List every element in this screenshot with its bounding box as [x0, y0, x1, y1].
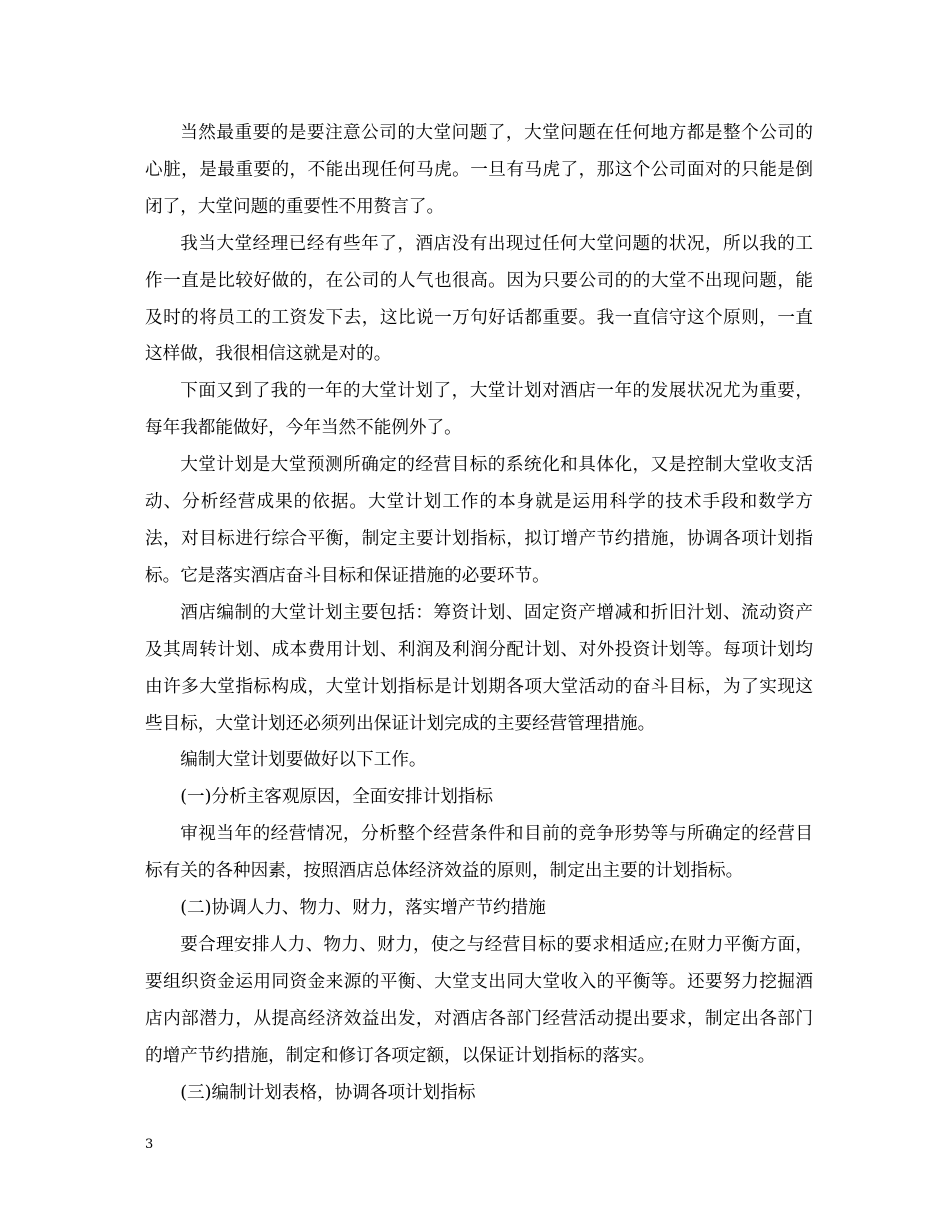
paragraph-2: 我当大堂经理已经有些年了，酒店没有出现过任何大堂问题的状况，所以我的工作一直是比较好做的，在公司的人气也很高。因为只要公司的的大堂不出现问题，能及时的将员工的工资发下去，这比说一万句好话都重要。我一直信守这个原则，一直这样做，我很相信这就是对的。 [145, 233, 813, 365]
paragraph-8: 要合理安排人力、物力、财力，使之与经营目标的要求相适应;在财力平衡方面，要组织资金运用同资金来源的平衡、大堂支出同大堂收入的平衡等。还要努力挖掘酒店内部潜力，从提高经济效益出发，对酒店各部门经营活动提出要求，制定出各部门的增产节约措施，制定和修订各项定额，以保证计划指标的落实。 [145, 934, 813, 1066]
paragraph-6: 编制大堂计划要做好以下工作。 [180, 750, 427, 771]
body-text [145, 115, 813, 1111]
paragraph-4: 大堂计划是大堂预测所确定的经营目标的系统化和具体化，又是控制大堂收支活动、分析经营成果的依据。大堂计划工作的本身就是运用科学的技术手段和数学方法，对目标进行综合平衡，制定主要计划指标，拟订增产节约措施，协调各项计划指标。它是落实酒店奋斗目标和保证措施的必要环节。 [145, 455, 813, 586]
section-heading-3: (三)编制计划表格，协调各项计划指标 [180, 1082, 476, 1103]
page-number: 3 [145, 1137, 154, 1152]
paragraph-7: 审视当年的经营情况，分析整个经营条件和目前的竞争形势等与所确定的经营目标有关的各种因素，按照酒店总体经济效益的原则，制定出主要的计划指标。 [145, 824, 813, 882]
paragraph-5: 酒店编制的大堂计划主要包括：筹资计划、固定资产增减和折旧汁划、流动资产及其周转计划、成本费用计划、利润及利润分配计划、对外投资计划等。每项计划均由许多大堂指标构成，大堂计划指标是计划期各项大堂活动的奋斗目标，为了实现这些目标，大堂计划还必须列出保证计划完成的主要经营管理措施。 [145, 602, 813, 734]
paragraph-1: 当然最重要的是要注意公司的大堂问题了，大堂问题在任何地方都是整个公司的心脏，是最重要的，不能出现任何马虎。一旦有马虎了，那这个公司面对的只能是倒闭了，大堂问题的重要性不用赘言了。 [145, 123, 813, 217]
section-heading-1: (一)分析主客观原因，全面安排计划指标 [180, 787, 494, 808]
paragraph-3: 下面又到了我的一年的大堂计划了，大堂计划对酒店一年的发展状况尤为重要，每年我都能做好，今年当然不能例外了。 [145, 381, 813, 439]
section-heading-2: (二)协调人力、物力、财力，落实增产节约措施 [180, 898, 546, 919]
